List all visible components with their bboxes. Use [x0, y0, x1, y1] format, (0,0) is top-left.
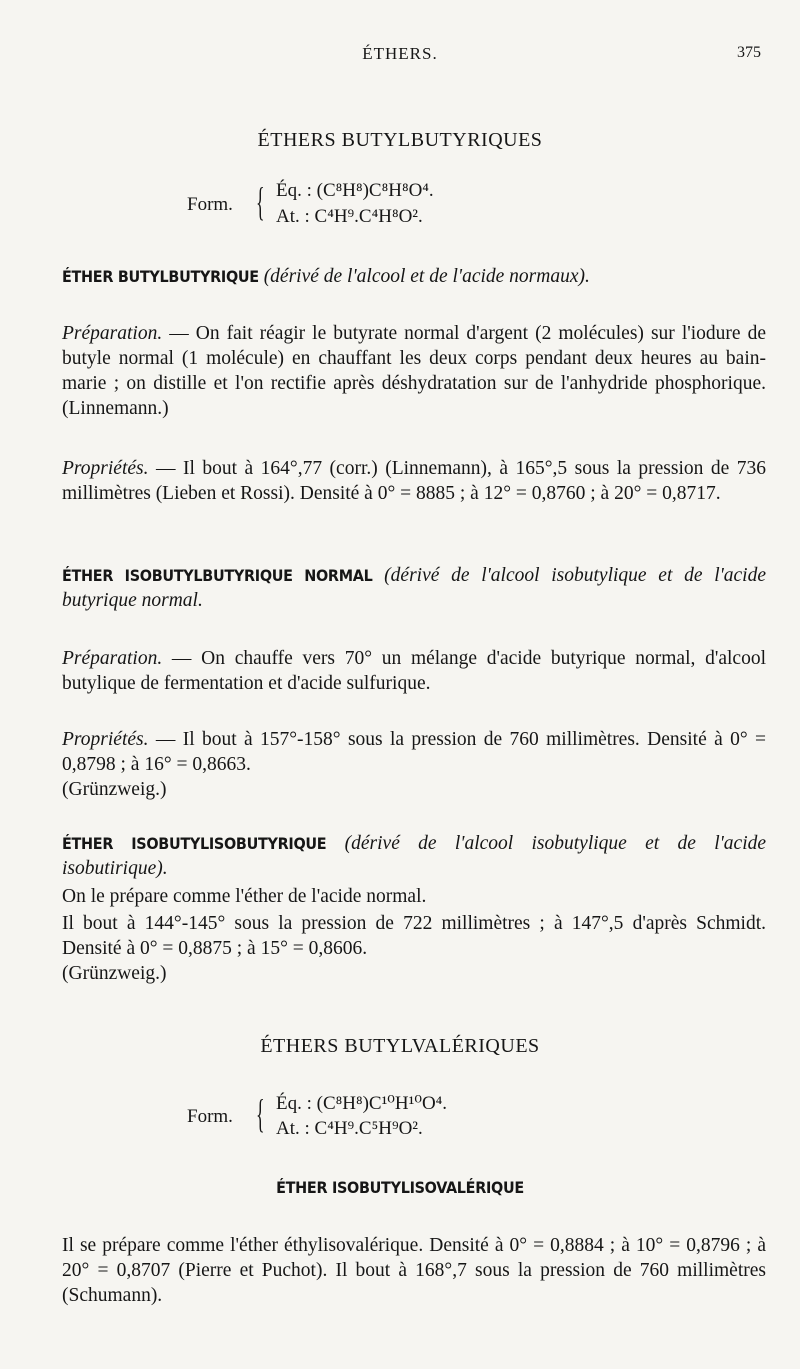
section-title-butylvaleriques: ÉTHERS BUTYLVALÉRIQUES	[260, 1035, 540, 1057]
entry-subtitle: (dérivé de l'alcool isobutylique et de l'acide butyrique normal.	[62, 565, 767, 611]
formula-block-1	[187, 176, 607, 236]
preparation-text: — On fait réagir le butyrate normal d'argent (2 molécules) sur l'iodure de butyle normal (1 molécule) en chauffant les deux corps pendant deux heures au bain-marie ; on distille et l'on rectifie après déshydratation sur de l'anhydride phosphorique. (Linnemann.)	[62, 323, 766, 419]
properties-label: Propriétés.	[62, 458, 149, 479]
preparation-line	[62, 884, 766, 909]
entry-head: ÉTHER ISOBUTYLISOBUTYRIQUE	[62, 834, 327, 853]
running-header: ÉTHERS.	[362, 44, 438, 63]
credit: (Grünzweig.)	[62, 779, 167, 800]
properties-text: Il bout à 144°-145° sous la pression de 722 millimètres ; à 147°,5 d'après Schmidt. Densité à 0° = 0,8875 ; à 15° = 0,8606.	[62, 913, 766, 959]
preparation-label: Préparation.	[62, 323, 163, 344]
properties-text: — Il bout à 157°-158° sous la pression de 760 millimètres. Densité à 0° = 0,8798 ; à 16° = 0,8663.	[62, 729, 766, 775]
preparation-paragraph	[62, 646, 766, 696]
formula-eq: Éq. : (C⁸H⁸)C⁸H⁸O⁴.	[276, 180, 434, 201]
formula-at: At. : C⁴H⁹.C⁵H⁹O².	[276, 1118, 423, 1139]
preparation-text: On le prépare comme l'éther de l'acide normal.	[62, 886, 427, 907]
brace-symbol: {	[256, 1091, 265, 1136]
properties-paragraph	[62, 911, 766, 986]
properties-text: — Il bout à 164°,77 (corr.) (Linnemann), à 165°,5 sous la pression de 736 millimètres (Lieben et Rossi). Densité à 0° = 8885 ; à 12° = 0,8760 ; à 20° = 0,8717.	[62, 458, 766, 504]
page-number: 375	[737, 44, 761, 61]
entry-heading-isobutylisovalerique	[0, 1178, 800, 1198]
preparation-paragraph	[62, 321, 766, 421]
entry-text: Il se prépare comme l'éther éthylisovalérique. Densité à 0° = 0,8884 ; à 10° = 0,8796 ; à 20° = 0,8707 (Pierre et Puchot). Il bout à 168°,7 sous la pression de 760 millimètres (Schumann).	[62, 1235, 766, 1306]
entry-subtitle: (dérivé de l'alcool et de l'acide normaux).	[263, 266, 590, 287]
formula-eq: Éq. : (C⁸H⁸)C¹⁰H¹⁰O⁴.	[276, 1093, 448, 1114]
entry-head: ÉTHER BUTYLBUTYRIQUE	[62, 267, 259, 286]
formula-at: At. : C⁴H⁹.C⁴H⁸O².	[276, 206, 423, 227]
entry-heading-isobutylisobutyrique	[62, 831, 766, 881]
entry-heading-isobutylbutyrique-normal	[62, 563, 766, 613]
preparation-text: — On chauffe vers 70° un mélange d'acide butyrique normal, d'alcool butylique de fermentation et d'acide sulfurique.	[62, 648, 766, 694]
formula-block-2	[187, 1088, 607, 1148]
properties-paragraph	[62, 456, 766, 506]
formula-label: Form.	[187, 1106, 233, 1127]
preparation-label: Préparation.	[62, 648, 163, 669]
brace-symbol: {	[256, 179, 265, 224]
credit: (Grünzweig.)	[62, 963, 167, 984]
section-title-butylbutyriques: ÉTHERS BUTYLBUTYRIQUES	[257, 129, 543, 151]
entry-heading-butylbutyrique	[62, 264, 766, 289]
entry-subtitle: (dérivé de l'alcool isobutylique et de l'acide isobutirique).	[62, 833, 767, 879]
properties-label: Propriétés.	[62, 729, 149, 750]
formula-label: Form.	[187, 194, 233, 215]
entry-head: ÉTHER ISOBUTYLISOVALÉRIQUE	[276, 1178, 524, 1197]
entry-head: ÉTHER ISOBUTYLBUTYRIQUE NORMAL	[62, 566, 373, 585]
entry-paragraph	[62, 1233, 766, 1308]
properties-paragraph	[62, 727, 766, 802]
